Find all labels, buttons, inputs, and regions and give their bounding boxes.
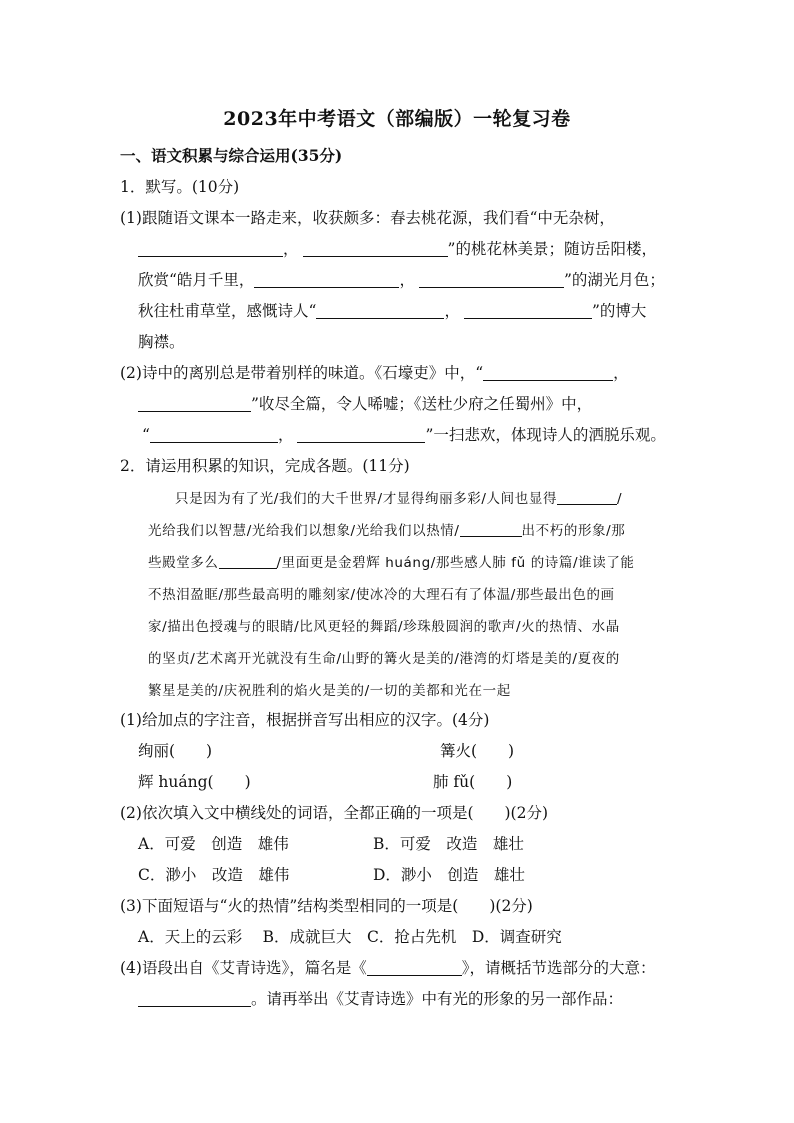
text: (2)诗中的离别总是带着别样的味道。《石壕吏》中，“ [120,364,484,382]
answer-blank[interactable] [138,990,251,1007]
punct: ， [277,426,294,444]
q2-sub1-item-3: 辉 huáng( ) [138,773,251,791]
punct: ， [613,364,629,382]
poem-line-1 [175,489,622,509]
q2-sub2-option-c: C．渺小 改造 雄伟 [138,866,290,884]
q1-part2-line1 [120,363,629,383]
answer-blank[interactable] [316,302,444,319]
text: ”收尽全篇，令人唏嘘；《送杜少府之任蜀州》中， [251,395,593,413]
answer-blank[interactable] [138,395,251,412]
text: /里面更是金碧辉 huáng/那些感人肺 fǔ 的诗篇/谁读了能 [276,555,635,571]
answer-blank[interactable] [150,426,278,443]
q2-sub1-item-1: 绚丽( ) [138,742,213,760]
q2-sub1-item-2: 篝火( ) [440,742,515,760]
text: 》，请概括节选部分的大意： [461,959,656,977]
q1-part1-line4 [138,301,646,321]
answer-blank[interactable] [138,240,283,257]
punct: ， [399,271,415,289]
q1-part2-line3 [142,425,666,445]
punct: ， [283,240,299,258]
q2-sub4-line2 [138,989,623,1009]
q1-part1-line1: (1)跟随语文课本一路走来，收获颇多：春去桃花源，我们看“中无杂树， [120,209,615,227]
q2-sub2: (2)依次填入文中横线处的词语，全都正确的一项是( )(2分) [120,804,549,822]
poem-line-5: 家/描出色授魂与的眼睛/比风更轻的舞蹈/珍珠般圆润的歌声/火的热情、水晶 [148,619,620,635]
poem-line-6: 的坚贞/艺术离开光就没有生命/山野的篝火是美的/港湾的灯塔是美的/夏夜的 [148,651,620,667]
poem-line-2 [148,521,625,541]
q2-sub4-line1 [120,958,655,978]
page-title: 2023年中考语文（部编版）一轮复习卷 [223,108,571,130]
text: ”一扫悲欢，体现诗人的洒脱乐观。 [425,426,666,444]
poem-line-3 [148,553,635,573]
q2-sub1: (1)给加点的字注音，根据拼音写出相应的汉字。(4分) [120,711,490,729]
text: ”的桃花林美景；随访岳阳楼， [447,240,657,258]
q1-part1-line5: 胸襟。 [138,333,185,351]
text: ”的博大 [591,302,647,320]
answer-blank[interactable] [367,959,462,976]
text: 出不朽的形象/那 [521,523,626,539]
q1-part1-line3 [138,270,665,290]
q1-part1-line2 [138,239,657,259]
answer-blank[interactable] [254,271,399,288]
poem-line-7: 繁星是美的/庆祝胜利的焰火是美的/一切的美都和光在一起 [148,683,511,699]
text: ”的湖光月色； [563,271,665,289]
answer-blank[interactable] [303,240,448,257]
answer-blank[interactable] [464,302,592,319]
answer-blank[interactable] [419,271,564,288]
answer-blank[interactable] [483,364,613,381]
punct: ， [444,302,460,320]
text: 。请再举出《艾青诗选》中有光的形象的另一部作品： [251,990,624,1008]
answer-blank[interactable] [297,426,425,443]
text: (4)语段出自《艾青诗选》，篇名是《 [120,959,367,977]
question-1-heading: 1．默写。(10分) [120,178,240,196]
text: “ [142,426,150,444]
text: 只是因为有了光/我们的大千世界/才显得绚丽多彩/人间也显得 [175,491,558,507]
text: 些殿堂多么 [148,555,219,571]
text: 光给我们以智慧/光给我们以想象/光给我们以热情/ [148,523,460,539]
q2-sub2-option-d: D．渺小 创造 雄壮 [373,866,525,884]
text: 秋往杜甫草堂，感慨诗人“ [138,302,317,320]
q2-sub3: (3)下面短语与“火的热情”结构类型相同的一项是( )(2分) [120,897,533,915]
q2-sub2-option-a: A．可爱 创造 雄伟 [138,835,289,853]
q2-sub3-options: A．天上的云彩 B．成就巨大 C．抢占先机 D．调查研究 [138,928,562,946]
answer-blank[interactable] [219,554,277,569]
poem-line-4: 不热泪盈眶/那些最高明的雕刻家/使冰冷的大理石有了体温/那些最出色的画 [148,587,615,603]
text: / [617,491,623,507]
section-heading: 一、语文积累与综合运用(35分) [120,146,343,165]
q2-sub1-item-4: 肺 fǔ( ) [433,773,513,791]
answer-blank[interactable] [557,490,617,505]
q1-part2-line2 [138,394,592,414]
answer-blank[interactable] [460,522,522,537]
text: 欣赏“皓月千里， [138,271,255,289]
q2-sub2-option-b: B．可爱 改造 雄壮 [373,835,524,853]
question-2-heading: 2．请运用积累的知识，完成各题。(11分) [120,457,410,475]
